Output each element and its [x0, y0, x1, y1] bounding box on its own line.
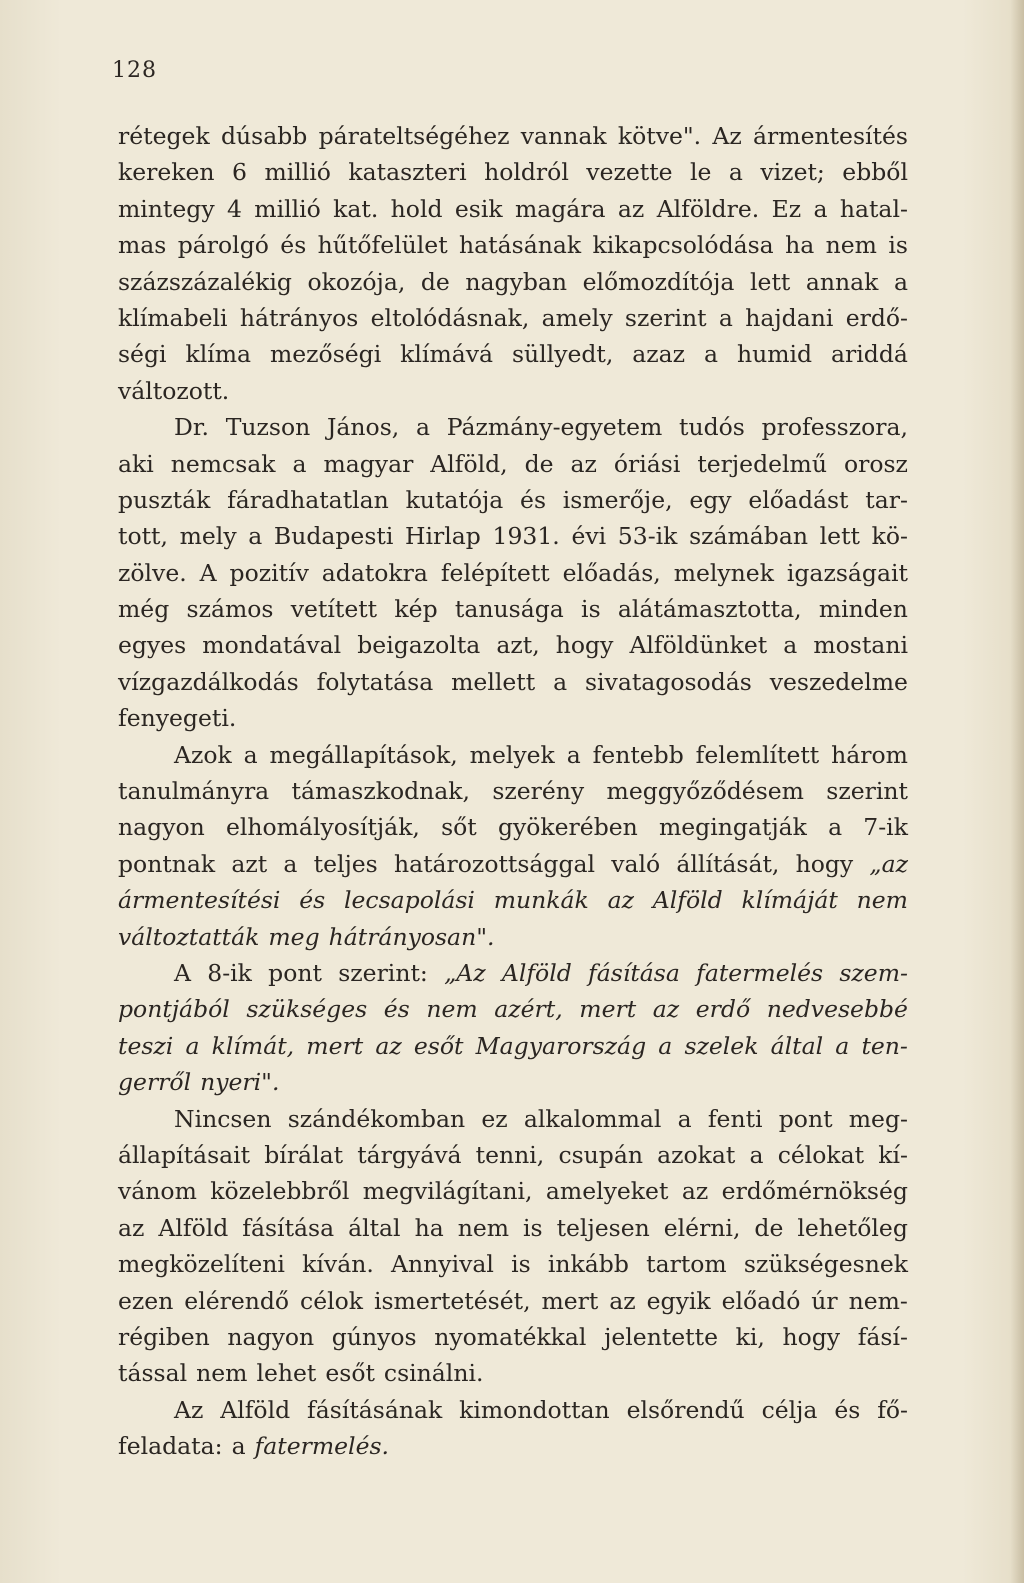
- text-line: ségi klíma mezőségi klímává süllyedt, azaz a humid ariddá: [118, 340, 908, 369]
- text-line: megközelíteni kíván. Annyival is inkább tartom szükségesnek: [118, 1250, 908, 1279]
- body-text: [118, 118, 908, 1464]
- text-line: százszázalékig okozója, de nagyban előmozdítója lett annak a: [118, 267, 908, 296]
- page-edge: [1010, 0, 1024, 1583]
- text-line: gerről nyeri".: [118, 1068, 280, 1097]
- text-line: Az Alföld fásításának kimondottan elsőrendű célja és fő-: [174, 1395, 908, 1424]
- text-line: mintegy 4 millió kat. hold esik magára az Alföldre. Ez a hatal-: [118, 194, 908, 223]
- text-line: pontjából szükséges és nem azért, mert az erdő nedvesebbé: [118, 995, 908, 1024]
- text-line: zölve. A pozitív adatokra felépített előadás, melynek igazságait: [118, 558, 908, 587]
- text-line: ármentesítési és lecsapolási munkák az Alföld klímáját nem: [118, 886, 908, 915]
- text-line: feladata: a fatermelés.: [118, 1432, 390, 1461]
- text-line: tanulmányra támaszkodnak, szerény meggyőződésem szerint: [118, 777, 908, 806]
- text-line: fenyegeti.: [118, 704, 237, 733]
- text-line: nagyon elhomályosítják, sőt gyökerében megingatják a 7-ik: [118, 813, 908, 842]
- text-line: változott.: [118, 376, 230, 405]
- text-line: puszták fáradhatatlan kutatója és ismerője, egy előadást tar-: [118, 485, 908, 514]
- page-number: 128: [112, 58, 157, 83]
- text-line: tott, mely a Budapesti Hirlap 1931. évi 53-ik számában lett kö-: [118, 522, 908, 551]
- text-line: klímabeli hátrányos eltolódásnak, amely szerint a hajdani erdő-: [118, 303, 908, 332]
- text-line: teszi a klímát, mert az esőt Magyarország a szelek által a ten-: [118, 1031, 908, 1060]
- text-line: vízgazdálkodás folytatása mellett a sivatagosodás veszedelme: [118, 667, 908, 696]
- text-line: mas párolgó és hűtőfelület hatásának kikapcsolódása ha nem is: [118, 231, 908, 260]
- text-line: változtatták meg hátrányosan".: [118, 922, 495, 951]
- text-line: Nincsen szándékomban ez alkalommal a fenti pont meg-: [174, 1104, 908, 1133]
- text-line: ezen elérendő célok ismertetését, mert az egyik előadó úr nem-: [118, 1286, 908, 1315]
- text-line: egyes mondatával beigazolta azt, hogy Alföldünket a mostani: [118, 631, 908, 660]
- text-line: állapításait bírálat tárgyává tenni, csupán azokat a célokat kí-: [118, 1140, 908, 1169]
- text-line: rétegek dúsabb párateltségéhez vannak kötve". Az ármentesítés: [118, 122, 908, 150]
- text-line: pontnak azt a teljes határozottsággal való állítását, hogy „az: [118, 849, 908, 878]
- text-line: az Alföld fásítása által ha nem is teljesen elérni, de lehetőleg: [118, 1213, 908, 1242]
- text-line: még számos vetített kép tanusága is alátámasztotta, minden: [118, 595, 908, 624]
- text-line: kereken 6 millió kataszteri holdról vezette le a vizet; ebből: [118, 158, 908, 187]
- text-line: aki nemcsak a magyar Alföld, de az óriási terjedelmű orosz: [118, 449, 908, 478]
- text-line: tással nem lehet esőt csinálni.: [118, 1359, 484, 1388]
- text-line: vánom közelebbről megvilágítani, amelyeket az erdőmérnökség: [118, 1177, 908, 1206]
- text-line: régiben nagyon gúnyos nyomatékkal jelentette ki, hogy fásí-: [118, 1322, 908, 1351]
- text-line: Dr. Tuzson János, a Pázmány-egyetem tudós professzora,: [174, 413, 908, 442]
- text-line: Azok a megállapítások, melyek a fentebb felemlített három: [174, 740, 908, 769]
- text-line: A 8-ik pont szerint: „Az Alföld fásítása fatermelés szem-: [174, 958, 908, 987]
